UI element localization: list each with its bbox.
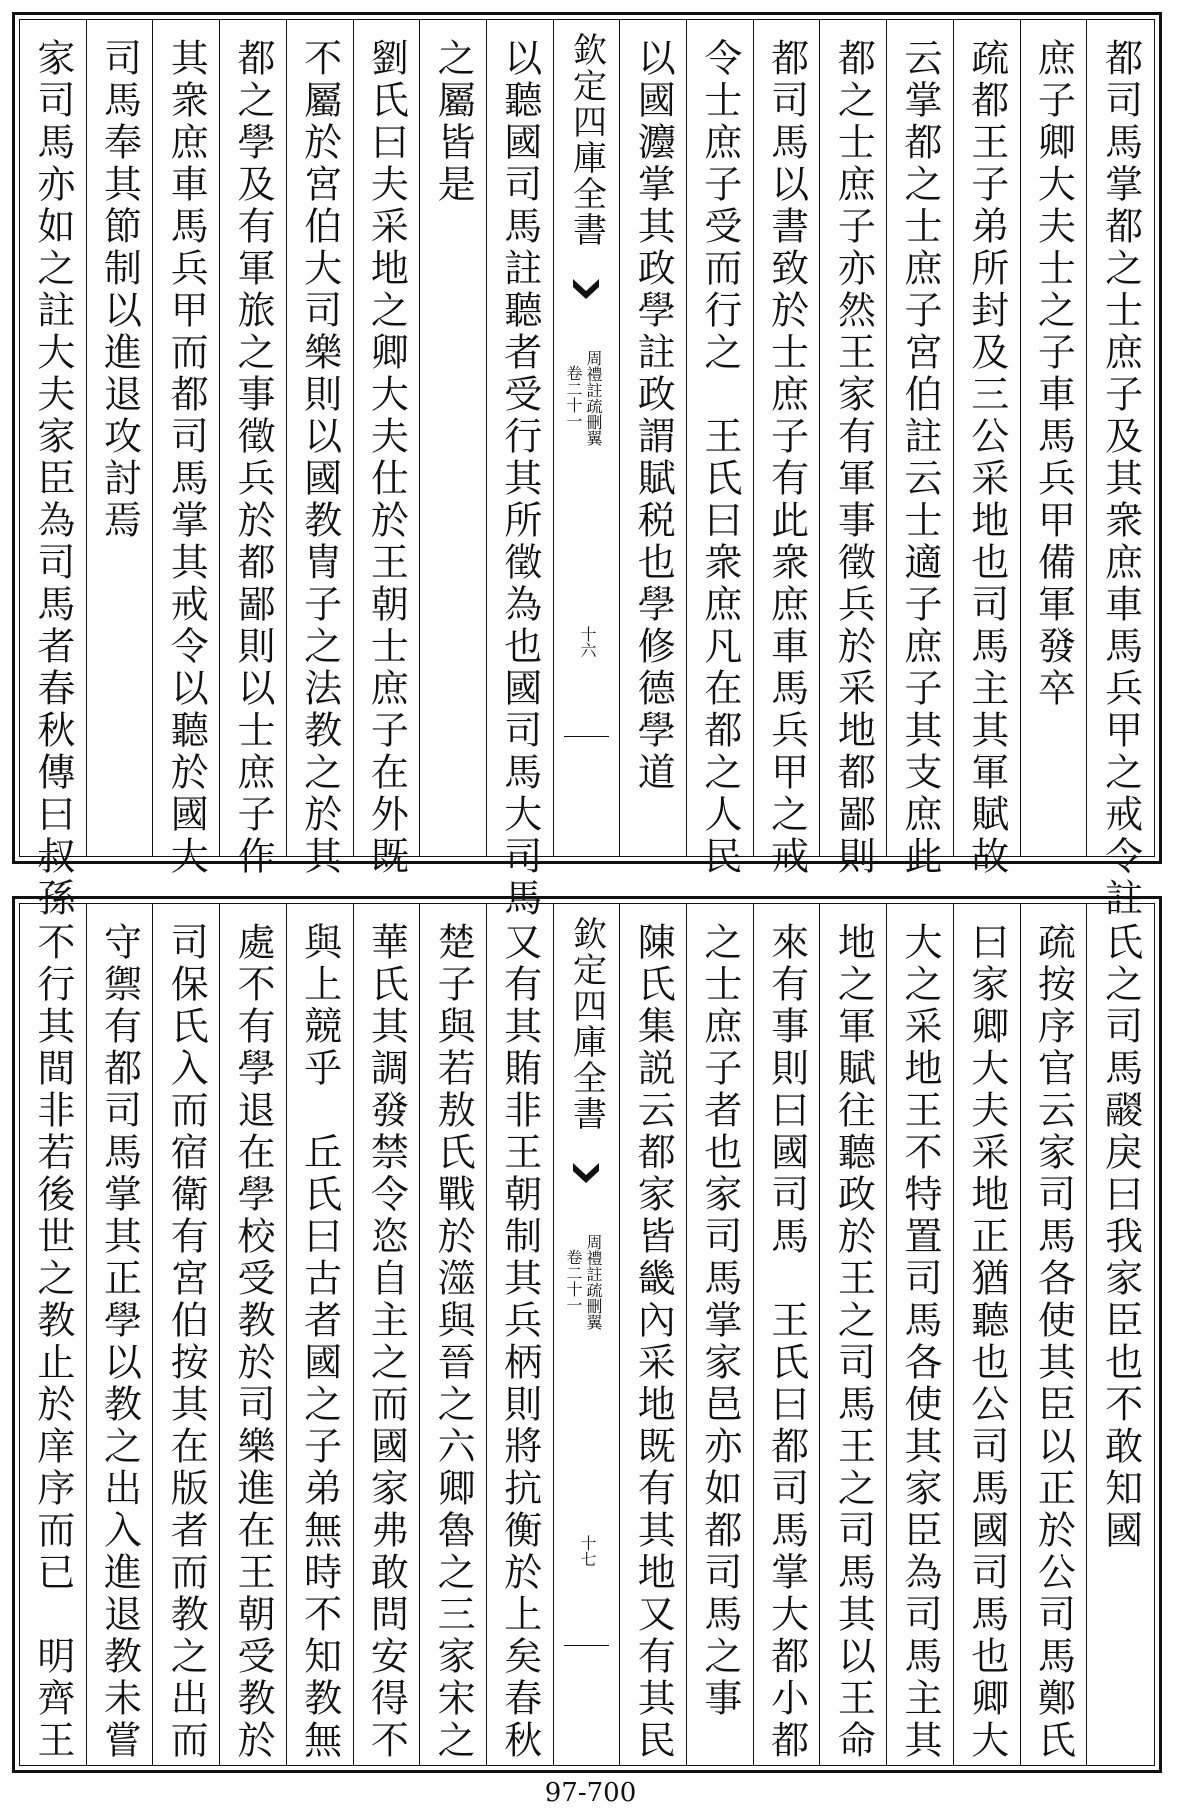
gutter-title: 欽定四庫全書 bbox=[566, 32, 607, 248]
gutter-leaf-number: 十六 bbox=[577, 626, 597, 658]
column-text: 司馬奉其節制以進退攻討焉 bbox=[97, 38, 142, 542]
top-leaf-frame bbox=[12, 12, 1162, 920]
column-text: 大之采地王不特置司馬各使其家臣為司馬主其 bbox=[898, 922, 943, 1762]
column-text: 地之軍賦往聽政於王之司馬王之司馬其以王命 bbox=[831, 922, 876, 1762]
bottom-column bbox=[954, 904, 1021, 1765]
column-text: 華氏其調發禁令恣自主之而國家弗敢問安得不 bbox=[364, 922, 409, 1762]
gutter-rule bbox=[564, 736, 610, 737]
top-column bbox=[20, 20, 87, 920]
bottom-leaf-columns bbox=[19, 903, 1155, 1766]
fishtail-mark-icon bbox=[571, 275, 601, 305]
column-text: 都之學及有軍旅之事徵兵於都鄙則以士庶子作 bbox=[230, 38, 275, 878]
page-number: 97-700 bbox=[544, 1778, 637, 1808]
column-text: 之屬皆是 bbox=[431, 38, 476, 206]
column-text: 陳氏集説云都家皆畿內采地既有其地又有其民 bbox=[631, 922, 676, 1762]
top-column bbox=[220, 20, 287, 878]
column-text: 又有其賄非王朝制其兵柄則將抗衡於上矣春秋 bbox=[497, 922, 542, 1762]
top-column bbox=[420, 20, 487, 856]
column-text: 令士庶子受而行之 王氏曰衆庶凡在都之人民 bbox=[697, 38, 742, 878]
column-text: 以聽國司馬註聽者受行其所徵為也國司馬大司馬 bbox=[497, 38, 542, 920]
column-text: 不屬於宮伯大司樂則以國教冑子之法教之於其 bbox=[297, 38, 342, 878]
top-column bbox=[1087, 20, 1154, 920]
column-text: 云掌都之士庶子宮伯註云士適子庶子其支庶此 bbox=[898, 38, 943, 878]
column-text: 司保氏入而宿衛有宮伯按其在版者而教之出而 bbox=[164, 922, 209, 1762]
top-column bbox=[153, 20, 220, 878]
column-text: 家司馬亦如之註大夫家臣為司馬者春秋傳曰叔孫 bbox=[30, 38, 75, 920]
bottom-column bbox=[153, 904, 220, 1765]
gutter-book-title: 周禮註疏刪翼 bbox=[583, 1234, 603, 1330]
column-text: 庶子卿大夫士之子車馬兵甲備軍發卒 bbox=[1031, 38, 1076, 710]
bottom-column bbox=[487, 904, 554, 1765]
bottom-column bbox=[287, 904, 354, 1765]
column-text: 疏按序官云家司馬各使其臣以正於公司馬鄭氏 bbox=[1031, 922, 1076, 1762]
bottom-column bbox=[220, 904, 287, 1765]
top-leaf-columns bbox=[19, 19, 1155, 920]
column-text: 劉氏曰夫采地之卿大夫仕於王朝士庶子在外既 bbox=[364, 38, 409, 878]
column-text: 守禦有都司馬掌其正學以教之出入進退教未嘗 bbox=[97, 922, 142, 1762]
bottom-column bbox=[420, 904, 487, 1765]
bottom-column bbox=[1087, 904, 1154, 1765]
column-text: 楚子與若敖氏戰於澨與晉之六卿魯之三家宋之 bbox=[431, 922, 476, 1762]
top-column bbox=[687, 20, 754, 878]
column-text: 其衆庶車馬兵甲而都司馬掌其戒令以聽於國大 bbox=[164, 38, 209, 878]
bottom-column bbox=[687, 904, 754, 1765]
gutter-title: 欽定四庫全書 bbox=[566, 916, 607, 1132]
gutter-leaf-number: 十七 bbox=[577, 1535, 597, 1567]
column-text: 疏都王子弟所封及三公采地也司馬主其軍賦故 bbox=[964, 38, 1009, 878]
top-column bbox=[620, 20, 687, 856]
top-column bbox=[487, 20, 554, 920]
bottom-column bbox=[354, 904, 421, 1765]
top-column bbox=[287, 20, 354, 878]
column-text: 都司馬以書致於士庶子有此衆庶車馬兵甲之戒 bbox=[764, 38, 809, 878]
bottom-column bbox=[754, 904, 821, 1765]
top-column bbox=[354, 20, 421, 878]
top-column bbox=[887, 20, 954, 878]
bottom-column bbox=[1021, 904, 1088, 1765]
column-text: 曰家卿大夫采地正猶聽也公司馬國司馬也卿大 bbox=[964, 922, 1009, 1762]
top-column bbox=[954, 20, 1021, 878]
top-gutter bbox=[554, 20, 621, 856]
bottom-gutter bbox=[554, 904, 621, 1765]
gutter-volume: 卷二十一 bbox=[563, 1249, 583, 1313]
column-text: 不行其間非若後世之教止於庠序而已 明齊王 bbox=[30, 922, 75, 1762]
gutter-rule bbox=[564, 1645, 610, 1646]
column-text: 氏之司馬鬷戾曰我家臣也不敢知國 bbox=[1098, 922, 1143, 1552]
bottom-leaf-frame bbox=[12, 896, 1162, 1773]
column-text: 來有事則曰國司馬 王氏曰都司馬掌大都小都 bbox=[764, 922, 809, 1762]
top-column bbox=[1021, 20, 1088, 856]
bottom-column bbox=[887, 904, 954, 1765]
column-text: 處不有學退在學校受教於司樂進在王朝受教於 bbox=[230, 922, 275, 1762]
top-column bbox=[87, 20, 154, 856]
bottom-column bbox=[620, 904, 687, 1765]
fishtail-mark-icon bbox=[571, 1159, 601, 1189]
column-text: 都之士庶子亦然王家有軍事徵兵於采地都鄙則 bbox=[831, 38, 876, 878]
bottom-column bbox=[820, 904, 887, 1765]
gutter-book-title: 周禮註疏刪翼 bbox=[583, 350, 603, 446]
bottom-column bbox=[20, 904, 87, 1765]
gutter-volume: 卷二十一 bbox=[563, 365, 583, 429]
column-text: 與上競乎 丘氏曰古者國之子弟無時不知教無 bbox=[297, 922, 342, 1762]
top-column bbox=[754, 20, 821, 878]
bottom-column bbox=[87, 904, 154, 1765]
top-column bbox=[820, 20, 887, 878]
column-text: 都司馬掌都之士庶子及其衆庶車馬兵甲之戒令註 bbox=[1098, 38, 1143, 920]
column-text: 以國灋掌其政學註政謂賦税也學修德學道 bbox=[631, 38, 676, 794]
column-text: 之士庶子者也家司馬掌家邑亦如都司馬之事 bbox=[697, 922, 742, 1720]
